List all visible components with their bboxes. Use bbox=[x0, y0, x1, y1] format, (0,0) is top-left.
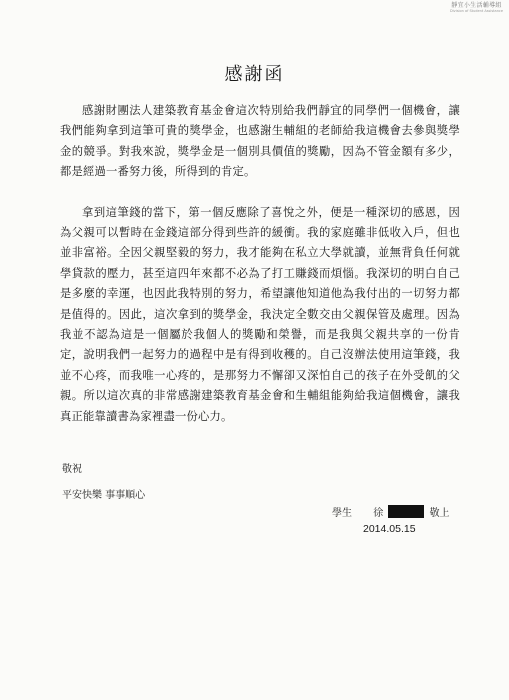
closing-wishes: 平安快樂 事事順心 bbox=[62, 490, 146, 501]
signature-line bbox=[332, 504, 450, 519]
paragraph-2: 拿到這筆錢的當下，第一個反應除了喜悅之外，便是一種深切的感恩，因為父親可以暫時在金錢這部分得到些許的緩衝。我的家庭雖非低收入戶，但也並非富裕。全因父親堅毅的努力，我才能夠在私立大學就讀，並無背負任何就學貸款的壓力，甚至這四年來都不必為了打工賺錢而煩惱。我深切的明白自己是多麼的幸運，也因此我特別的努力，希望讓他知道他為我付出的一切努力都是值得的。因此，這次拿到的獎學金，我決定全數交由父親保管及處理。因為我並不認為這是一個屬於我個人的獎勵和榮譽，而是我與父親共享的一份肯定，說明我們一起努力的過程中是有得到收穫的。自己沒辦法使用這筆錢，我並不心疼，而我唯一心疼的，是那努力不懈卻又深怕自己的孩子在外受飢的父親。所以這次真的非常感謝建築教育基金會和生輔組能夠給我這個機會，讓我真正能靠讀書為家裡盡一份心力。 bbox=[60, 205, 460, 423]
letter-body bbox=[60, 101, 460, 427]
letter-date: 2014.05.15 bbox=[363, 523, 416, 535]
letter-title: 感謝函 bbox=[224, 64, 285, 85]
signature-sign-off: 敬上 bbox=[429, 508, 450, 519]
redaction-bar bbox=[388, 505, 424, 518]
stamp-line-2: Division of Student Assistance bbox=[449, 8, 503, 13]
paragraph-1: 感謝財團法人建築教育基金會這次特別給我們靜宜的同學們一個機會，讓我們能夠拿到這筆可貴的獎學金，也感謝生輔組的老師給我這機會去參與獎學金的競爭。對我來說，獎學金是一個別具價值的獎勵，因為不管金額有多少，都是經過一番努力後，所得到的肯定。 bbox=[60, 104, 460, 179]
stamp-line-1: 靜宜小生活輔導組 bbox=[451, 2, 502, 9]
signature-name: 徐 bbox=[373, 508, 384, 519]
closing-salutation: 敬祝 bbox=[62, 464, 82, 475]
signature-role: 學生 bbox=[332, 508, 352, 519]
office-stamp bbox=[450, 3, 503, 13]
